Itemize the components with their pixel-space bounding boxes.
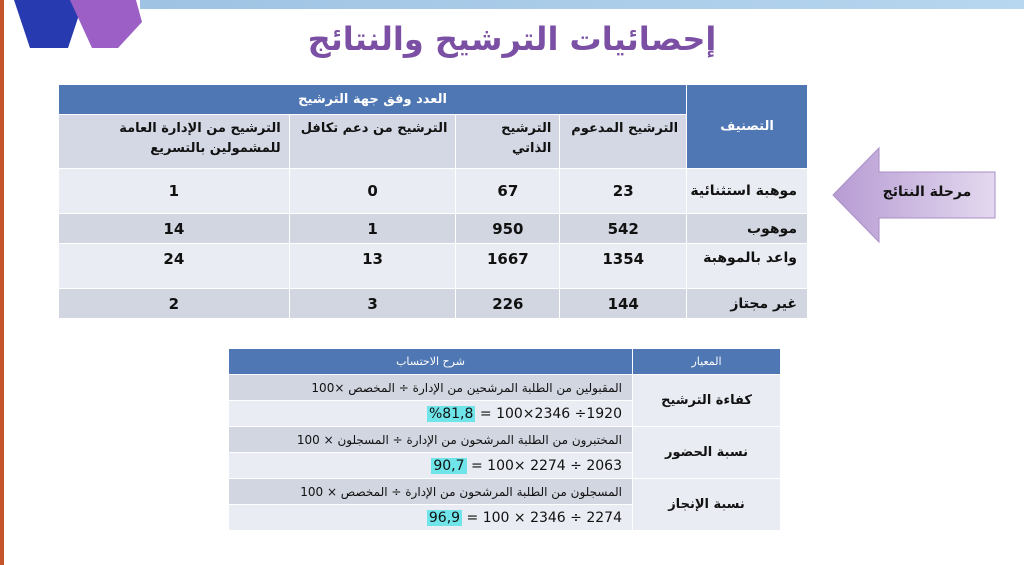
statistics-table <box>58 84 808 319</box>
criterion-name: نسبة الإنجاز <box>633 479 781 531</box>
table-cell: 67 <box>456 169 560 214</box>
group-header: العدد وفق جهة الترشيح <box>59 85 687 115</box>
classification-header: التصنيف <box>687 85 808 169</box>
criterion-name: نسبة الحضور <box>633 427 781 479</box>
table-row <box>59 169 808 214</box>
row-label: واعد بالموهبة <box>687 244 808 289</box>
row-label: موهوب <box>687 214 808 244</box>
column-header: الترشيح من الإدارة العامة للمشمولين بالتسريع <box>59 115 290 169</box>
table-cell: 2 <box>59 289 290 319</box>
top-accent-bar <box>140 0 1024 9</box>
table-cell: 24 <box>59 244 290 289</box>
column-header: الترشيح من دعم تكافل <box>289 115 456 169</box>
calculation-text: 2274 ÷ 2346 × 100 = <box>462 509 622 526</box>
formula-text: المقبولين من الطلبة المرشحين من الإدارة ÷ المخصص ×100 <box>229 375 633 401</box>
calculation-text: 2063 ÷ 2274 ×100 = <box>466 457 622 474</box>
table-cell: 226 <box>456 289 560 319</box>
table-row <box>229 427 781 453</box>
row-label: موهبة استثنائية <box>687 169 808 214</box>
calculation-cell <box>229 453 633 479</box>
table-cell: 1354 <box>560 244 687 289</box>
table-cell: 23 <box>560 169 687 214</box>
table-row <box>59 289 808 319</box>
table-row <box>59 214 808 244</box>
table-row <box>229 479 781 505</box>
formula-text: المسجلون من الطلبة المرشحون من الإدارة ÷ المخصص × 100 <box>229 479 633 505</box>
table-cell: 3 <box>289 289 456 319</box>
calculation-cell <box>229 401 633 427</box>
page-title: إحصائيات الترشيح والنتائج <box>307 20 717 58</box>
table-cell: 950 <box>456 214 560 244</box>
column-header: الترشيح المدعوم <box>560 115 687 169</box>
table-cell: 1 <box>59 169 290 214</box>
explanation-header: شرح الاحتساب <box>229 349 633 375</box>
result-value: %81,8 <box>428 405 474 422</box>
criterion-header: المعيار <box>633 349 781 375</box>
table-row <box>229 375 781 401</box>
left-accent-bar <box>0 0 4 565</box>
row-label: غير مجتاز <box>687 289 808 319</box>
calculation-cell <box>229 505 633 531</box>
table-cell: 144 <box>560 289 687 319</box>
formula-text: المختبرون من الطلبة المرشحون من الإدارة ÷ المسجلون × 100 <box>229 427 633 453</box>
table-cell: 1667 <box>456 244 560 289</box>
table-cell: 13 <box>289 244 456 289</box>
calculation-text: 1920÷ 2346×100 = <box>475 405 622 422</box>
result-value: 90,7 <box>433 457 465 474</box>
results-stage-label: مرحلة النتائج <box>882 184 972 200</box>
criteria-table <box>228 348 781 531</box>
column-header: الترشيح الذاتي <box>456 115 560 169</box>
table-cell: 0 <box>289 169 456 214</box>
table-row <box>59 244 808 289</box>
result-value: 96,9 <box>428 509 461 526</box>
criterion-name: كفاءة الترشيح <box>633 375 781 427</box>
table-cell: 14 <box>59 214 290 244</box>
table-cell: 1 <box>289 214 456 244</box>
table-cell: 542 <box>560 214 687 244</box>
